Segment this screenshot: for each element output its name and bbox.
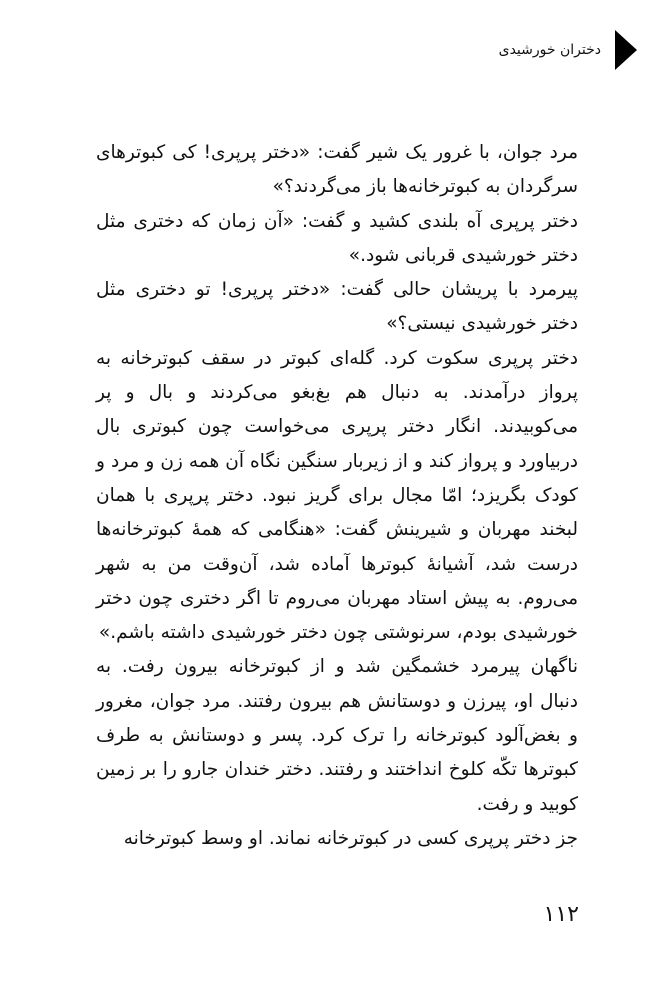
paragraph: دختر پرپری سکوت کرد. گله‌ای کبوتر در سقف کبوترخانه به پرواز درآمدند. به دنبال هم بغ‌بغو می‌کردند و بال و پر می‌کوبیدند. انگار دختر پرپری می‌خواست چون کبوتری بال دربیاورد و پرواز کند و از زیربار سنگین نگاه آن همه زن و مرد و کودک بگریزد؛ امّا مجال برای گریز نبود. دختر پرپری با همان لبخند مهربان و شیرینش گفت: «هنگامی که همهٔ کبوترخانه‌ها درست شد، آشیانهٔ کبوترها آماده شد، آن‌وقت من به شهر می‌روم. به پیش استاد مهربان می‌روم تا اگر دختری چون دختر خورشیدی بودم، سرنوشتی چون دختر خورشیدی داشته باشم.» [96,347,578,644]
paragraph: مرد جوان، با غرور یک شیر گفت: «دختر پرپری! کی کبوترهای سرگردان به کبوترخانه‌ها باز می‌گردند؟» [96,142,578,198]
paragraph: جز دختر پرپری کسی در کبوترخانه نماند. او وسط کبوترخانه [123,827,578,849]
paragraph: ناگهان پیرمرد خشمگین شد و از کبوترخانه بیرون رفت. به دنبال او، پیرزن و دوستانش هم بیرون رفتند. مرد جوان، مغرور و بغض‌آلود کبوترخانه را ترک کرد. پسر و دوستانش به طرف کبوترها تکّه کلوخ انداختند و رفتند. دختر خندان جارو را بر زمین کوبید و رفت. [96,656,578,815]
page-number: ۱۱۲ [543,902,579,927]
paragraph: دختر پرپری آه بلندی کشید و گفت: «آن زمان که دختری مثل دختر خورشیدی قربانی شود.» [96,210,578,266]
body-text [96,136,578,856]
paragraph: پیرمرد با پریشان حالی گفت: «دختر پرپری! تو دختری مثل دختر خورشیدی نیستی؟» [96,279,578,335]
triangle-marker-icon [615,30,637,70]
page-header [499,30,637,70]
running-title: دختران خورشیدی [498,42,601,58]
